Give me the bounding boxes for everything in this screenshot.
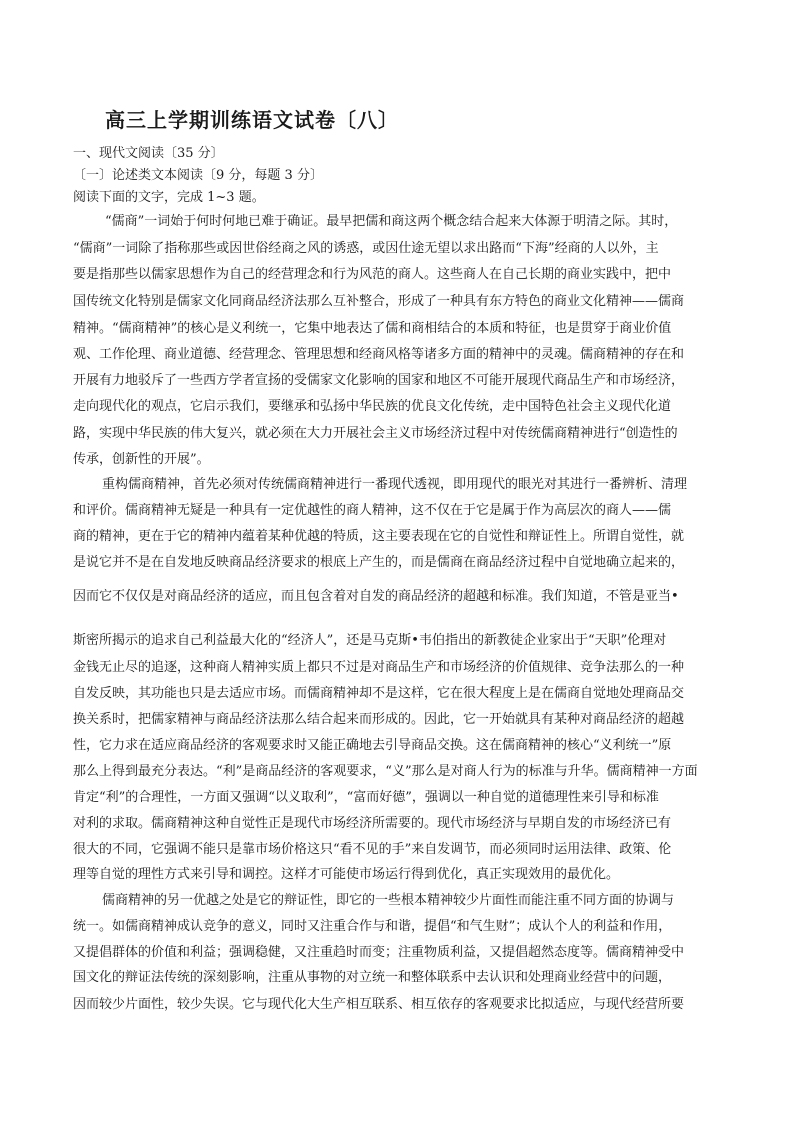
paragraph-line: 斯密所揭示的追求自己利益最大化的“经济人”，还是马克斯•韦伯指出的新教徒企业家出于“天职”伦理对 [73,633,667,648]
paragraph-line: “儒商”一词除了指称那些或因世俗经商之风的诱惑，或因仕途无望以求出路而“下海”经商的人以外，主 [73,241,659,256]
paragraph-line: 很大的不同，它强调不能只是靠市场价格这只“看不见的手”来自发调节，而必须同时运用法律、政策、伦 [73,842,672,857]
paragraph-line: 因而它不仅仅是对商品经济的适应，而且包含着对自发的商品经济的超越和标准。我们知道，不管是亚当• [73,589,679,604]
paragraph-line: 金钱无止尽的追逐，这种商人精神实质上都只不过是对商品生产和市场经济的价值规律、竞争法那么的一种 [73,660,685,675]
paragraph-line: 换关系时，把儒家精神与商品经济法那么结合起来而形成的。因此，它一开始就具有某种对商品经济的超越 [73,712,685,727]
document-title: 高三上学期训练语文试卷〔八〕 [105,108,399,132]
paragraph-line: 性，它力求在适应商品经济的客观要求时又能正确地去引导商品交换。这在儒商精神的核心“义利统一”原 [73,738,672,753]
paragraph-line: 国传统文化特别是儒家文化同商品经济法那么互补整合，形成了一种具有东方特色的商业文化精神——儒商 [73,294,685,309]
paragraph-line: 又提倡群体的价值和利益；强调稳健，又注重趋时而变；注重物质利益，又提倡超然态度等。儒商精神受中 [73,945,685,960]
paragraph-line: 传承，创新性的开展”。 [73,452,210,467]
paragraph-line: 肯定“利”的合理性，一方面又强调“以义取利”，“富而好德”，强调以一种自觉的道德理性来引导和标准 [73,790,659,805]
paragraph-line: 路，实现中华民族的伟大复兴，就必须在大力开展社会主义市场经济过程中对传统儒商精神进行“创造性的 [73,426,678,441]
paragraph-line: 自发反映，其功能也只是去适应市场。而儒商精神却不是这样，它在很大程度上是在儒商自觉地处理商品交 [73,686,685,701]
paragraph-line: 观、工作伦理、商业道德、经营理念、管理思想和经商风格等诸多方面的精神中的灵魂。儒商精神的存在和 [73,347,685,362]
paragraph-line: “儒商”一词始于何时何地已难于确证。最早把儒和商这两个概念结合起来大体源于明清之际。其时， [105,214,678,229]
paragraph-line: 重构儒商精神，首先必须对传统儒商精神进行一番现代透视，即用现代的眼光对其进行一番辨析、清理 [102,477,688,492]
paragraph-line: 开展有力地驳斥了一些西方学者宣扬的受儒家文化影响的国家和地区不可能开展现代商品生产和市场经济， [73,373,685,388]
paragraph-line: 精神。“儒商精神”的核心是义利统一，它集中地表达了儒和商相结合的本质和特征，也是贯穿于商业价值 [73,321,672,336]
paragraph-line: 儒商精神的另一优越之处是它的辩证性，即它的一些根本精神较少片面性而能注重不同方面的协调与 [102,893,675,908]
paragraph-line: 商的精神，更在于它的精神内蕴着某种优越的特质，这主要表现在它的自觉性和辩证性上。所谓自觉性，就 [73,529,685,544]
paragraph-line: 走向现代化的观点，它启示我们，要继承和弘扬中华民族的优良文化传统，走中国特色社会主义现代化道 [73,399,672,414]
paragraph-line: 和评价。儒商精神无疑是一种具有一定优越性的商人精神，这不仅在于它是属于作为高层次的商人——儒 [73,503,672,518]
paragraph-line: 统一。如儒商精神成认竞争的意义，同时又注重合作与和谐，提倡“和气生财”；成认个人的利益和作用， [73,919,672,934]
subsection-heading: 〔一〕论述类文本阅读〔9 分，每题 3 分〕 [73,168,323,183]
paragraph-line: 对利的求取。儒商精神这种自觉性正是现代市场经济所需要的。现代市场经济与早期自发的市场经济已有 [73,816,672,831]
paragraph-line: 国文化的辩证法传统的深刻影响，注重从事物的对立统一和整体联系中去认识和处理商业经营中的问题， [73,970,672,985]
paragraph-line: 因而较少片面性，较少失误。它与现代化大生产相互联系、相互依存的客观要求比拟适应，与现代经营所要 [73,997,685,1012]
paragraph-line: 要是指那些以儒家思想作为自己的经营理念和行为风范的商人。这些商人在自己长期的商业实践中，把中 [73,267,672,282]
paragraph-line: 是说它并不是在自发地反映商品经济要求的根底上产生的，而是儒商在商品经济过程中自觉地确立起来的， [73,555,685,570]
paragraph-line: 那么上得到最充分表达。“利”是商品经济的客观要求，“义”那么是对商人行为的标准与升华。儒商精神一方面 [73,764,698,779]
section-heading: 一、现代文阅读〔35 分〕 [73,146,224,161]
paragraph-line: 理等自觉的理性方式来引导和调控。这样才可能使市场运行得到优化，真正实现效用的最优化。 [73,867,620,882]
instruction-text: 阅读下面的文字，完成 1~3 题。 [73,190,265,205]
